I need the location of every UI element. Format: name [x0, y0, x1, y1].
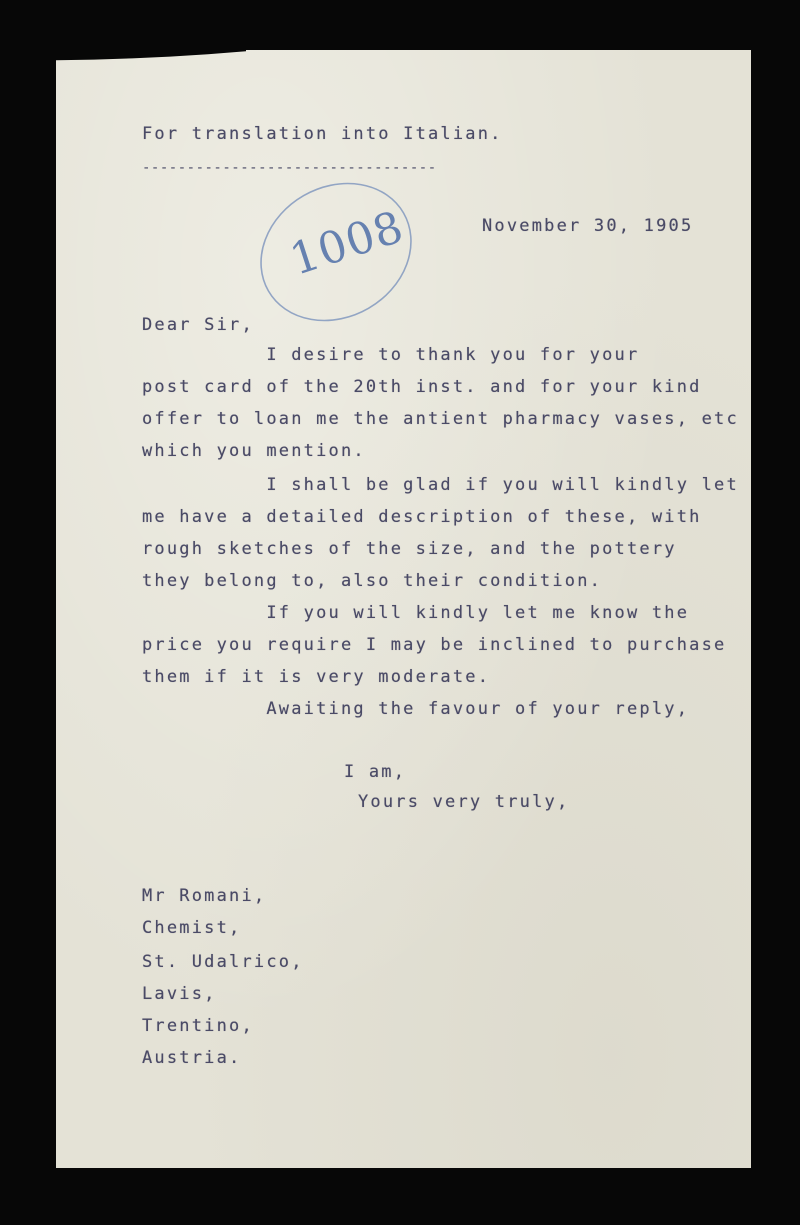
- body-line: they belong to, also their condition.: [142, 571, 603, 591]
- instruction-underline: ---------------------------------: [142, 160, 437, 176]
- address-line: Austria.: [142, 1048, 242, 1068]
- body-line: price you require I may be inclined to purchase: [142, 635, 727, 655]
- address-line: Mr Romani,: [142, 886, 267, 906]
- address-line: St. Udalrico,: [142, 952, 304, 972]
- closing-line: I am,: [344, 762, 407, 782]
- translation-instruction: For translation into Italian.: [142, 124, 503, 144]
- body-line: I shall be glad if you will kindly let: [142, 475, 739, 495]
- body-line: rough sketches of the size, and the pottery: [142, 539, 677, 559]
- closing-signoff: Yours very truly,: [358, 792, 570, 812]
- letter-page: [56, 50, 751, 1168]
- body-line: them if it is very moderate.: [142, 667, 491, 687]
- body-line: offer to loan me the antient pharmacy vases, etc: [142, 409, 739, 429]
- address-line: Lavis,: [142, 984, 217, 1004]
- torn-corner: [56, 50, 246, 62]
- letter-date: November 30, 1905: [482, 216, 694, 236]
- body-line: If you will kindly let me know the: [142, 603, 690, 623]
- body-line: me have a detailed description of these, with: [142, 507, 702, 527]
- body-line: which you mention.: [142, 441, 366, 461]
- body-line: post card of the 20th inst. and for your kind: [142, 377, 702, 397]
- file-number-stamp: 1008: [283, 201, 411, 286]
- body-line: Awaiting the favour of your reply,: [142, 699, 690, 719]
- address-line: Chemist,: [142, 918, 242, 938]
- address-line: Trentino,: [142, 1016, 254, 1036]
- salutation: Dear Sir,: [142, 315, 254, 335]
- body-line: I desire to thank you for your: [142, 345, 640, 365]
